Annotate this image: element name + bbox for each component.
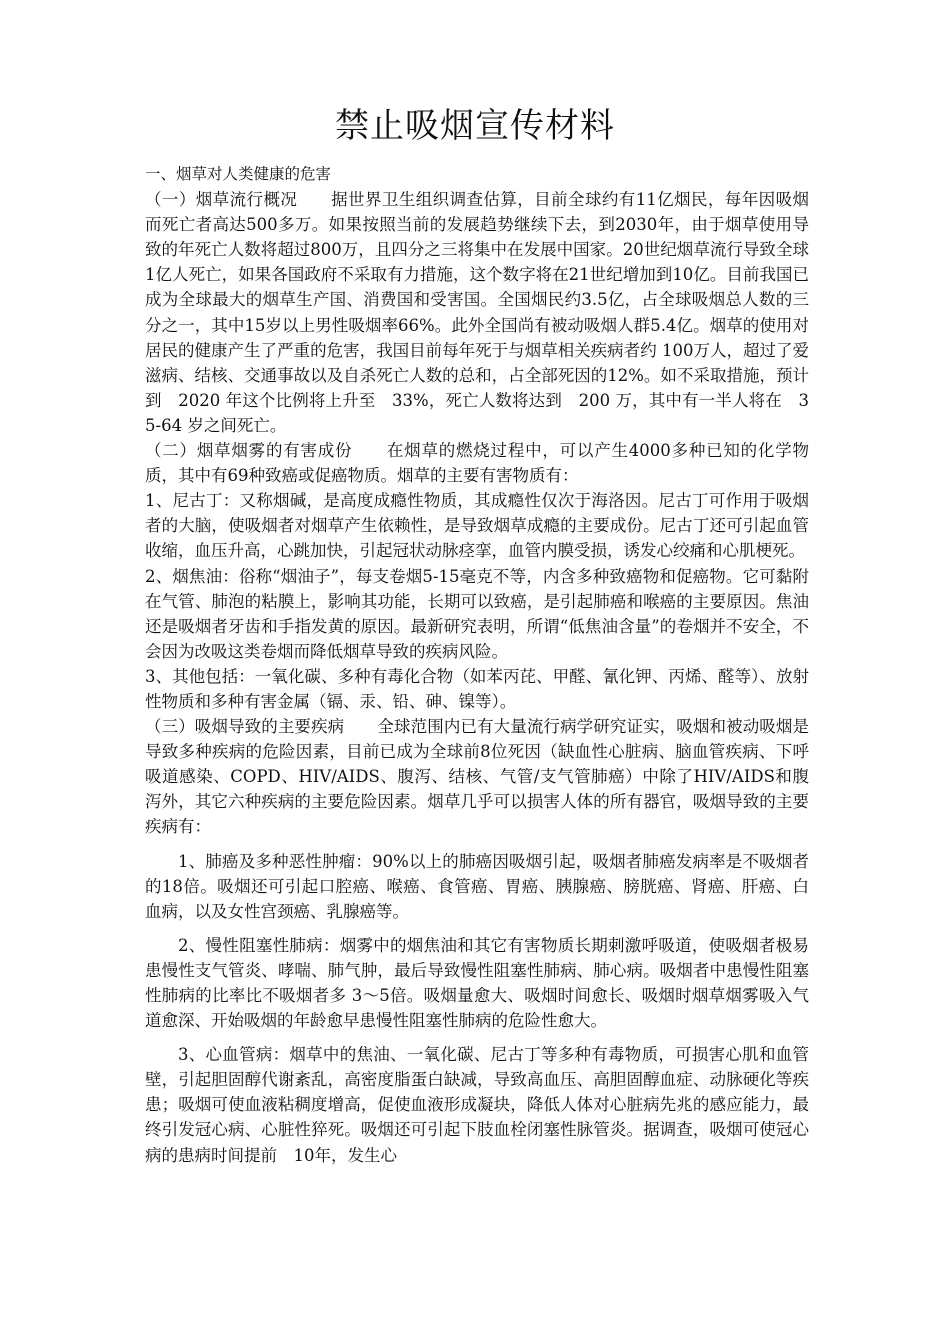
paragraph-smoking-prevalence: （一）烟草流行概况 据世界卫生组织调查估算，目前全球约有11亿烟民，每年因吸烟而死亡者高达500多万。如果按照当前的发展趋势继续下去，到2030年，由于烟草使用导致的年死亡人数将超过800万，且四分之三将集中在发展中国家。20世纪烟草流行导致全球1亿人死亡，如果各国政府不采取有力措施，这个数字将在21世纪增加到10亿。目前我国已成为全球最大的烟草生产国、消费国和受害国。全国烟民约3.5亿，占全球吸烟总人数的三分之一，其中15岁以上男性吸烟率66%。此外全国尚有被动吸烟人群5.4亿。烟草的使用对居民的健康产生了严重的危害，我国目前每年死于与烟草相关疾病者约 100万人，超过了爱滋病、结核、交通事故以及自杀死亡人数的总和，占全部死因的12%。如不采取措施，预计到 2020 年这个比例将上升至 33%，死亡人数将达到 200 万，其中有一半人将在 35-64 岁之间死亡。 xyxy=(145,190,809,435)
paragraph-harmful-components: （二）烟草烟雾的有害成份 在烟草的燃烧过程中，可以产生4000多种已知的化学物质，其中有69种致癌或促癌物质。烟草的主要有害物质有： xyxy=(145,441,809,486)
paragraph-major-diseases: （三）吸烟导致的主要疾病 全球范围内已有大量流行病学研究证实，吸烟和被动吸烟是导致多种疾病的危险因素，目前已成为全球前8位死因（缺血性心脏病、脑血管疾病、下呼吸道感染、COPD、HIV/AIDS、腹泻、结核、气管/支气管肺癌）中除了HIV/AIDS和腹泻外，其它六种疾病的主要危险因素。烟草几乎可以损害人体的所有器官，吸烟导致的主要疾病有： xyxy=(145,717,809,837)
paragraph-copd: 2、慢性阻塞性肺病：烟雾中的烟焦油和其它有害物质长期刺激呼吸道，使吸烟者极易患慢性支气管炎、哮喘、肺气肿，最后导致慢性阻塞性肺病、肺心病。吸烟者中患慢性阻塞性肺病的比率比不吸烟者多 3～5倍。吸烟量愈大、吸烟时间愈长、吸烟时烟草烟雾吸入气道愈深、开始吸烟的年龄愈早患慢性阻塞性肺病的危险性愈大。 xyxy=(145,935,809,1031)
paragraph-tar: 2、烟焦油：俗称“烟油子”，每支卷烟5-15毫克不等，内含多种致癌物和促癌物。它可黏附在气管、肺泡的粘膜上，影响其功能，长期可以致癌，是引起肺癌和喉癌的主要原因。焦油还是吸烟者牙齿和手指发黄的原因。最新研究表明，所谓“低焦油含量”的卷烟并不安全，不会因为改吸这类卷烟而降低烟草导致的疾病风险。 xyxy=(145,566,809,661)
document-title: 禁止吸烟宣传材料 xyxy=(335,106,615,146)
document-body xyxy=(145,162,809,1168)
paragraph-nicotine: 1、尼古丁：又称烟碱，是高度成瘾性物质，其成瘾性仅次于海洛因。尼古丁可作用于吸烟者的大脑，使吸烟者对烟草产生依赖性，是导致烟草成瘾的主要成份。尼古丁还可引起血管收缩，血压升高，心跳加快，引起冠状动脉痉挛，血管内膜受损，诱发心绞痛和心肌梗死。 xyxy=(145,491,809,561)
section-heading: 一、烟草对人类健康的危害 xyxy=(145,165,332,183)
paragraph-other-substances: 3、其他包括：一氧化碳、多种有毒化合物（如苯丙芘、甲醛、氰化钾、丙烯、醛等）、放射性物质和多种有害金属（镉、汞、铅、砷、镍等）。 xyxy=(145,666,809,711)
paragraph-lung-cancer: 1、肺癌及多种恶性肿瘤：90%以上的肺癌因吸烟引起，吸烟者肺癌发病率是不吸烟者的18倍。吸烟还可引起口腔癌、喉癌、食管癌、胃癌、胰腺癌、膀胱癌、肾癌、肝癌、白血病，以及女性宫颈癌、乳腺癌等。 xyxy=(145,851,809,921)
paragraph-cardiovascular: 3、心血管病：烟草中的焦油、一氧化碳、尼古丁等多种有毒物质，可损害心肌和血管壁，引起胆固醇代谢紊乱，高密度脂蛋白缺减，导致高血压、高胆固醇血症、动脉硬化等疾患；吸烟可使血液粘稠度增高，促使血液形成凝块，降低人体对心脏病先兆的感应能力，最终引发冠心病、心脏性猝死。吸烟还可引起下肢血栓闭塞性脉管炎。据调查，吸烟可使冠心病的患病时间提前 10年，发生心 xyxy=(145,1045,809,1165)
